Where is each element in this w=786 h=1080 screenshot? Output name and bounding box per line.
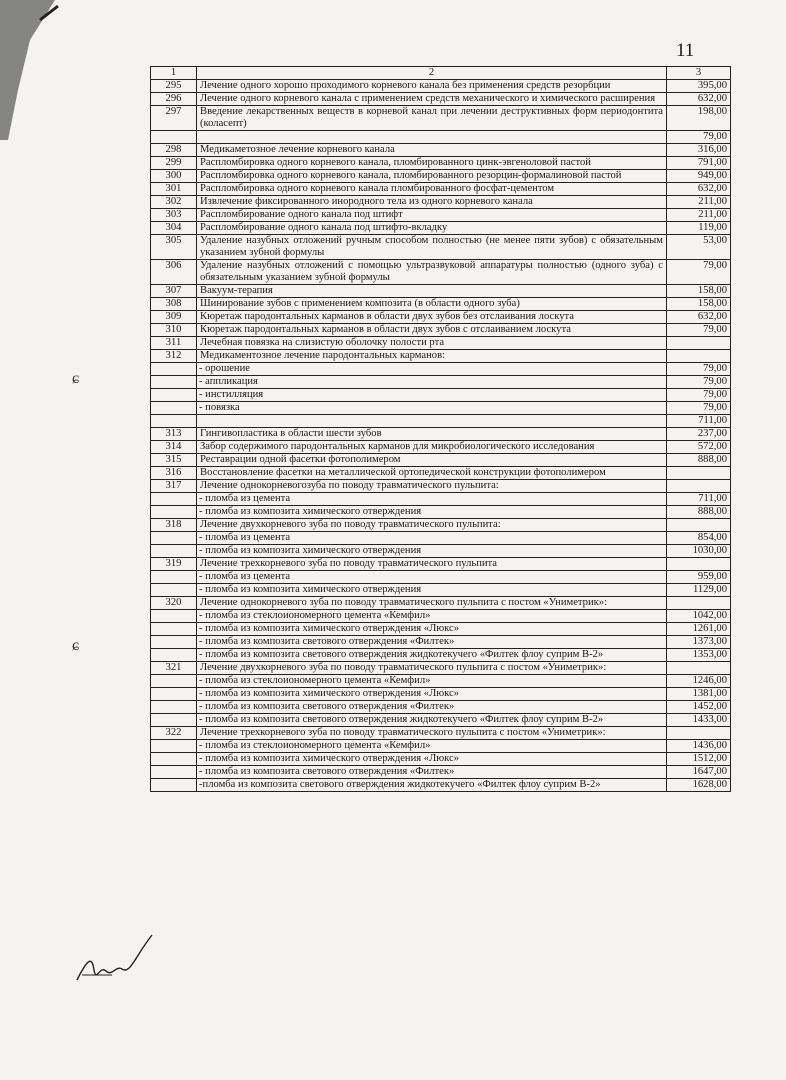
service-description: Распломбирование одного канала под штифт (197, 209, 667, 222)
service-description: - пломба из композита светового отверждения «Филтек» (197, 701, 667, 714)
table-row (151, 157, 731, 170)
row-number: 314 (151, 441, 197, 454)
table-row (151, 183, 731, 196)
service-price: 316,00 (667, 144, 731, 157)
service-price: 632,00 (667, 93, 731, 106)
table-row (151, 454, 731, 467)
table-row (151, 428, 731, 441)
table-row (151, 170, 731, 183)
table-row (151, 106, 731, 131)
row-number (151, 389, 197, 402)
row-number (151, 545, 197, 558)
service-description: Лечение однокорневогозуба по поводу травматического пульпита: (197, 480, 667, 493)
row-number (151, 753, 197, 766)
row-number (151, 376, 197, 389)
margin-mark: ɕ (72, 637, 80, 654)
service-description: Распломбирование одного канала под штифто-вкладку (197, 222, 667, 235)
service-price: 1261,00 (667, 623, 731, 636)
table-row (151, 144, 731, 157)
service-price (667, 597, 731, 610)
service-price (667, 337, 731, 350)
service-price: 211,00 (667, 196, 731, 209)
margin-mark: ɕ (72, 370, 80, 387)
service-price: 1452,00 (667, 701, 731, 714)
table-row (151, 337, 731, 350)
table-row (151, 597, 731, 610)
table-sub-row (151, 545, 731, 558)
service-description: - пломба из цемента (197, 532, 667, 545)
table-sub-row (151, 714, 731, 727)
service-price: 1373,00 (667, 636, 731, 649)
row-number (151, 584, 197, 597)
service-description: Реставрации одной фасетки фотополимером (197, 454, 667, 467)
service-price: 1129,00 (667, 584, 731, 597)
service-price: 211,00 (667, 209, 731, 222)
service-description: Лечение однокорневого зуба по поводу травматического пульпита с постом «Униметрик»: (197, 597, 667, 610)
service-description: Медикаметозное лечение корневого канала (197, 144, 667, 157)
table-row (151, 727, 731, 740)
service-price: 854,00 (667, 532, 731, 545)
scan-shadow (0, 0, 70, 140)
table-sub-row (151, 623, 731, 636)
row-number: 295 (151, 80, 197, 93)
service-description: - пломба из композита химического отверждения (197, 506, 667, 519)
table-sub-row (151, 649, 731, 662)
service-price: 79,00 (667, 376, 731, 389)
row-number: 296 (151, 93, 197, 106)
service-description: - пломба из композита химического отверждения (197, 545, 667, 558)
row-number: 306 (151, 260, 197, 285)
table-sub-row (151, 493, 731, 506)
row-number (151, 779, 197, 792)
row-number: 300 (151, 170, 197, 183)
row-number: 311 (151, 337, 197, 350)
service-price (667, 727, 731, 740)
service-price: 1436,00 (667, 740, 731, 753)
service-price: 1353,00 (667, 649, 731, 662)
service-price (667, 662, 731, 675)
row-number (151, 714, 197, 727)
table-row (151, 480, 731, 493)
row-number (151, 688, 197, 701)
service-price: 1512,00 (667, 753, 731, 766)
handwritten-signature (72, 925, 182, 995)
page-number: 11 (676, 40, 695, 61)
service-price: 959,00 (667, 571, 731, 584)
service-price: 395,00 (667, 80, 731, 93)
service-description: Медикаментозное лечение пародонтальных карманов: (197, 350, 667, 363)
price-list-table (150, 66, 731, 792)
service-description: Лечение двухкорневого зуба по поводу травматического пульпита с постом «Униметрик»: (197, 662, 667, 675)
row-number: 313 (151, 428, 197, 441)
table-sub-row (151, 363, 731, 376)
service-description: - пломба из композита светового отверждения жидкотекучего «Филтек флоу суприм В-2» (197, 649, 667, 662)
service-price: 632,00 (667, 183, 731, 196)
table-sub-row (151, 753, 731, 766)
row-number: 302 (151, 196, 197, 209)
table-sub-row (151, 610, 731, 623)
service-price (667, 467, 731, 480)
row-number: 303 (151, 209, 197, 222)
header-col-1: 1 (151, 67, 197, 80)
row-number: 298 (151, 144, 197, 157)
row-number: 316 (151, 467, 197, 480)
row-number: 304 (151, 222, 197, 235)
service-description: Распломбировка одного корневого канала, пломбированного цинк-эвгеноловой пастой (197, 157, 667, 170)
service-price (667, 480, 731, 493)
table-sub-row (151, 402, 731, 415)
row-number (151, 610, 197, 623)
service-price: 79,00 (667, 363, 731, 376)
table-row (151, 285, 731, 298)
row-number: 308 (151, 298, 197, 311)
row-number (151, 532, 197, 545)
service-description: Кюретаж пародонтальных карманов в области двух зубов с отслаиванием лоскута (197, 324, 667, 337)
service-price: 79,00 (667, 260, 731, 285)
table-row (151, 131, 731, 144)
row-number (151, 415, 197, 428)
service-price (667, 350, 731, 363)
service-description: Введение лекарственных веществ в корневой канал при лечении деструктивных форм периодонтита (коласепт) (197, 106, 667, 131)
row-number (151, 740, 197, 753)
service-price: 1030,00 (667, 545, 731, 558)
row-number: 319 (151, 558, 197, 571)
service-price: 1042,00 (667, 610, 731, 623)
table-row (151, 235, 731, 260)
row-number (151, 363, 197, 376)
table-row (151, 558, 731, 571)
service-description: -пломба из композита светового отверждения жидкотекучего «Филтек флоу суприм В-2» (197, 779, 667, 792)
service-description: - пломба из стеклоиономерного цемента «Кемфил» (197, 675, 667, 688)
table-row (151, 93, 731, 106)
row-number (151, 506, 197, 519)
service-description: - пломба из композита светового отверждения «Филтек» (197, 636, 667, 649)
row-number: 315 (151, 454, 197, 467)
service-description: Удаление назубных отложений с помощью ультразвуковой аппаратуры полностью (одного зуба) с обязательным указанием зубной формулы (197, 260, 667, 285)
row-number (151, 571, 197, 584)
row-number (151, 131, 197, 144)
service-description: Распломбировка одного корневого канала, пломбированного резорцин-формалиновой пастой (197, 170, 667, 183)
row-number: 321 (151, 662, 197, 675)
row-number: 318 (151, 519, 197, 532)
service-description: - пломба из композита химического отверждения «Люкс» (197, 623, 667, 636)
service-price: 158,00 (667, 298, 731, 311)
table-sub-row (151, 376, 731, 389)
service-description: - пломба из цемента (197, 571, 667, 584)
row-number: 322 (151, 727, 197, 740)
service-price: 1628,00 (667, 779, 731, 792)
row-number: 309 (151, 311, 197, 324)
table-sub-row (151, 740, 731, 753)
table-sub-row (151, 571, 731, 584)
service-price: 79,00 (667, 324, 731, 337)
table-sub-row (151, 766, 731, 779)
service-price: 632,00 (667, 311, 731, 324)
service-price: 1647,00 (667, 766, 731, 779)
service-description: Лечение трехкорневого зуба по поводу травматического пульпита с постом «Униметрик»: (197, 727, 667, 740)
service-description: Лечебная повязка на слизистую оболочку полости рта (197, 337, 667, 350)
service-description: Гингивопластика в области шести зубов (197, 428, 667, 441)
row-number: 320 (151, 597, 197, 610)
service-price: 158,00 (667, 285, 731, 298)
service-description: Лечение одного хорошо проходимого корневого канала без применения средств резорбции (197, 80, 667, 93)
table-row (151, 441, 731, 454)
service-description: - пломба из цемента (197, 493, 667, 506)
service-description: - пломба из композита химического отверждения (197, 584, 667, 597)
service-description: Кюретаж пародонтальных карманов в области двух зубов без отслаивания лоскута (197, 311, 667, 324)
row-number (151, 636, 197, 649)
table-sub-row (151, 532, 731, 545)
service-price: 572,00 (667, 441, 731, 454)
row-number (151, 649, 197, 662)
service-price: 119,00 (667, 222, 731, 235)
service-description: - пломба из композита светового отверждения жидкотекучего «Филтек флоу суприм В-2» (197, 714, 667, 727)
row-number (151, 623, 197, 636)
service-description: - пломба из композита светового отверждения «Филтек» (197, 766, 667, 779)
header-col-3: 3 (667, 67, 731, 80)
service-description: - повязка (197, 402, 667, 415)
table-row (151, 80, 731, 93)
service-price (667, 558, 731, 571)
service-description: Шинирование зубов с применением композита (в области одного зуба) (197, 298, 667, 311)
service-price: 79,00 (667, 389, 731, 402)
service-price: 949,00 (667, 170, 731, 183)
service-price: 711,00 (667, 493, 731, 506)
row-number: 305 (151, 235, 197, 260)
service-price: 1381,00 (667, 688, 731, 701)
table-row (151, 222, 731, 235)
table-row (151, 324, 731, 337)
row-number (151, 402, 197, 415)
service-description: - пломба из композита химического отверждения «Люкс» (197, 688, 667, 701)
service-description (197, 131, 667, 144)
row-number: 307 (151, 285, 197, 298)
service-description: Лечение одного корневого канала с применением средств механического и химического расширения (197, 93, 667, 106)
service-price: 888,00 (667, 506, 731, 519)
service-description: Извлечение фиксированного инородного тела из одного корневого канала (197, 196, 667, 209)
table-sub-row (151, 584, 731, 597)
table-row (151, 467, 731, 480)
service-description (197, 415, 667, 428)
service-price: 79,00 (667, 131, 731, 144)
service-description: - инстилляция (197, 389, 667, 402)
service-price: 1433,00 (667, 714, 731, 727)
row-number (151, 675, 197, 688)
row-number: 317 (151, 480, 197, 493)
service-description: Восстановление фасетки на металлической ортопедической конструкции фотополимером (197, 467, 667, 480)
service-description: - орошение (197, 363, 667, 376)
table-sub-row (151, 701, 731, 714)
service-description: Забор содержимого пародонтальных карманов для микробиологического исследования (197, 441, 667, 454)
service-description: Вакуум-терапия (197, 285, 667, 298)
service-description: - пломба из стеклоиономерного цемента «Кемфил» (197, 740, 667, 753)
service-price: 79,00 (667, 402, 731, 415)
header-col-2: 2 (197, 67, 667, 80)
row-number: 297 (151, 106, 197, 131)
table-row (151, 298, 731, 311)
row-number: 299 (151, 157, 197, 170)
table-sub-row (151, 675, 731, 688)
table-row (151, 662, 731, 675)
service-price: 791,00 (667, 157, 731, 170)
table-row (151, 350, 731, 363)
service-description: Лечение трехкорневого зуба по поводу травматического пульпита (197, 558, 667, 571)
service-description: - аппликация (197, 376, 667, 389)
table-row (151, 311, 731, 324)
row-number: 301 (151, 183, 197, 196)
table-row (151, 260, 731, 285)
table-sub-row (151, 688, 731, 701)
table-header-row (151, 67, 731, 80)
service-price: 198,00 (667, 106, 731, 131)
service-price: 1246,00 (667, 675, 731, 688)
row-number: 312 (151, 350, 197, 363)
service-price: 888,00 (667, 454, 731, 467)
service-price (667, 519, 731, 532)
service-description: Лечение двухкорневого зуба по поводу травматического пульпита: (197, 519, 667, 532)
row-number: 310 (151, 324, 197, 337)
row-number (151, 701, 197, 714)
service-price: 711,00 (667, 415, 731, 428)
service-price: 53,00 (667, 235, 731, 260)
table-sub-row (151, 636, 731, 649)
service-description: - пломба из стеклоиономерного цемента «Кемфил» (197, 610, 667, 623)
table-row (151, 415, 731, 428)
service-description: Распломбировка одного корневого канала пломбированного фосфат-цементом (197, 183, 667, 196)
table-sub-row (151, 506, 731, 519)
service-description: Удаление назубных отложений ручным способом полностью (не менее пяти зубов) с обязательным указанием зубной формулы (197, 235, 667, 260)
service-price: 237,00 (667, 428, 731, 441)
row-number (151, 766, 197, 779)
table-sub-row (151, 779, 731, 792)
table-sub-row (151, 389, 731, 402)
table-row (151, 196, 731, 209)
service-description: - пломба из композита химического отверждения «Люкс» (197, 753, 667, 766)
table-row (151, 519, 731, 532)
table-row (151, 209, 731, 222)
row-number (151, 493, 197, 506)
